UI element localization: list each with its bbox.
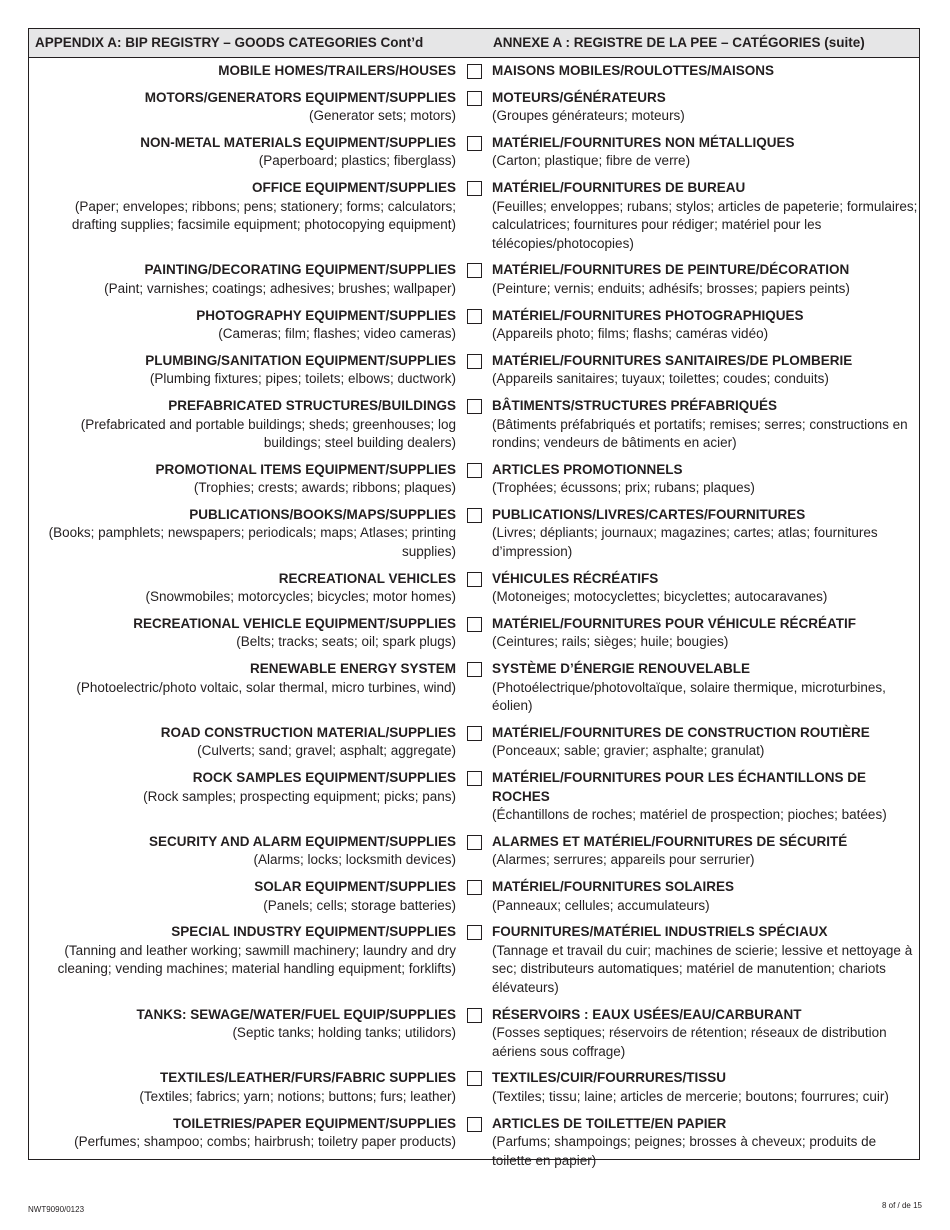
category-title-en: RECREATIONAL VEHICLE EQUIPMENT/SUPPLIES — [133, 615, 457, 631]
category-desc-en: (Snowmobiles; motorcycles; bicycles; motor homes) — [145, 589, 457, 605]
category-desc-en: (Rock samples; prospecting equipment; picks; pans) — [143, 788, 457, 804]
category-checkbox[interactable] — [467, 1008, 482, 1023]
category-checkbox[interactable] — [467, 771, 482, 786]
category-title-en: PAINTING/DECORATING EQUIPMENT/SUPPLIES — [144, 262, 457, 278]
category-desc-fr: (Motoneiges; motocyclettes; bicyclettes; autocaravanes) — [491, 589, 828, 605]
category-desc-en: (Trophies; crests; awards; ribbons; plaques) — [193, 480, 457, 496]
category-row — [29, 134, 919, 171]
category-row — [29, 62, 919, 81]
category-english — [29, 923, 456, 979]
category-english — [29, 352, 456, 389]
category-desc-fr: (Ponceaux; sable; gravier; asphalte; granulat) — [491, 743, 765, 759]
category-title-fr: RÉSERVOIRS : EAUX USÉES/EAU/CARBURANT — [491, 1006, 802, 1022]
category-french — [492, 570, 919, 607]
category-title-en: PREFABRICATED STRUCTURES/BUILDINGS — [168, 397, 457, 413]
category-checkbox[interactable] — [467, 835, 482, 850]
category-desc-en: (Alarms; locks; locksmith devices) — [253, 852, 457, 868]
category-title-fr: PUBLICATIONS/LIVRES/CARTES/FOURNITURES — [491, 506, 806, 522]
category-row — [29, 878, 919, 915]
category-title-fr: MATÉRIEL/FOURNITURES SANITAIRES/DE PLOMBERIE — [491, 352, 853, 368]
category-row — [29, 89, 919, 126]
category-title-fr: ARTICLES PROMOTIONNELS — [491, 461, 683, 477]
category-checkbox[interactable] — [467, 1117, 482, 1132]
category-title-en: TANKS: SEWAGE/WATER/FUEL EQUIP/SUPPLIES — [136, 1006, 457, 1022]
checkbox-cell — [456, 89, 492, 106]
checkbox-cell — [456, 352, 492, 369]
category-checkbox[interactable] — [467, 399, 482, 414]
category-english — [29, 461, 456, 498]
category-desc-en: (Paint; varnishes; coatings; adhesives; brushes; wallpaper) — [104, 280, 457, 296]
category-french — [492, 724, 919, 761]
category-row — [29, 570, 919, 607]
category-title-fr: BÂTIMENTS/STRUCTURES PRÉFABRIQUÉS — [491, 397, 777, 413]
category-english — [29, 261, 456, 298]
category-title-en: RENEWABLE ENERGY SYSTEM — [250, 661, 457, 677]
category-row — [29, 461, 919, 498]
checkbox-cell — [456, 878, 492, 895]
checkbox-cell — [456, 461, 492, 478]
category-english — [29, 307, 456, 344]
checkbox-cell — [456, 134, 492, 151]
checkbox-cell — [456, 397, 492, 414]
category-row — [29, 833, 919, 870]
category-french — [492, 1006, 919, 1062]
category-desc-fr: (Trophées; écussons; prix; rubans; plaques) — [491, 480, 755, 496]
category-english — [29, 134, 456, 171]
category-french — [492, 506, 919, 562]
checkbox-cell — [456, 769, 492, 786]
category-desc-en: (Belts; tracks; seats; oil; spark plugs) — [236, 634, 457, 650]
category-title-fr: SYSTÈME D’ÉNERGIE RENOUVELABLE — [491, 661, 751, 677]
category-title-en: NON-METAL MATERIALS EQUIPMENT/SUPPLIES — [140, 134, 457, 150]
category-french — [492, 769, 919, 825]
category-desc-en: (Generator sets; motors) — [309, 108, 457, 124]
category-title-en: PUBLICATIONS/BOOKS/MAPS/SUPPLIES — [189, 506, 457, 522]
category-title-fr: MATÉRIEL/FOURNITURES NON MÉTALLIQUES — [491, 134, 795, 150]
category-title-en: MOTORS/GENERATORS EQUIPMENT/SUPPLIES — [144, 89, 457, 105]
category-title-fr: MATÉRIEL/FOURNITURES SOLAIRES — [491, 878, 734, 894]
category-desc-fr: (Alarmes; serrures; appareils pour serrurier) — [491, 852, 755, 868]
category-english — [29, 570, 456, 607]
category-row — [29, 179, 919, 253]
category-french — [492, 833, 919, 870]
checkbox-cell — [456, 307, 492, 324]
category-checkbox[interactable] — [467, 64, 482, 79]
category-desc-fr: (Ceintures; rails; sièges; huile; bougies) — [491, 634, 729, 650]
category-title-fr: MATÉRIEL/FOURNITURES PHOTOGRAPHIQUES — [491, 307, 804, 323]
category-french — [492, 134, 919, 171]
checkbox-cell — [456, 724, 492, 741]
checkbox-cell — [456, 833, 492, 850]
checkbox-cell — [456, 261, 492, 278]
category-title-en: SECURITY AND ALARM EQUIPMENT/SUPPLIES — [149, 833, 457, 849]
checkbox-cell — [456, 1006, 492, 1023]
category-title-en: TEXTILES/LEATHER/FURS/FABRIC SUPPLIES — [160, 1070, 457, 1086]
category-checkbox[interactable] — [467, 181, 482, 196]
form-code: NWT9090/0123 — [28, 1205, 85, 1214]
category-checkbox[interactable] — [467, 662, 482, 677]
category-french — [492, 660, 919, 716]
category-checkbox[interactable] — [467, 508, 482, 523]
category-english — [29, 506, 456, 562]
checkbox-cell — [456, 62, 492, 79]
category-english — [29, 833, 456, 870]
category-english — [29, 769, 456, 806]
category-desc-en: (Plumbing fixtures; pipes; toilets; elbows; ductwork) — [149, 371, 457, 387]
category-english — [29, 615, 456, 652]
category-title-fr: ALARMES ET MATÉRIEL/FOURNITURES DE SÉCURITÉ — [491, 833, 848, 849]
category-desc-fr: (Bâtiments préfabriqués et portatifs; remises; serres; constructions en rondins; vendeurs de bâtiments en acier) — [491, 416, 908, 451]
category-desc-fr: (Parfums; shampoings; peignes; brosses à cheveux; produits de toilette en papier) — [491, 1134, 877, 1168]
category-checkbox[interactable] — [467, 572, 482, 587]
category-desc-fr: (Photoélectrique/photovoltaïque, solaire thermique, microturbines, éolien) — [491, 679, 886, 714]
category-french — [492, 62, 919, 81]
category-title-fr: ARTICLES DE TOILETTE/EN PAPIER — [491, 1115, 727, 1131]
category-checkbox[interactable] — [467, 617, 482, 632]
category-row — [29, 724, 919, 761]
category-desc-fr: (Feuilles; enveloppes; rubans; stylos; articles de papeterie; formulaires; calculatrices; fournitures pour rédiger; matériel pour les télécopies/photocopies) — [491, 198, 918, 251]
checkbox-cell — [456, 506, 492, 523]
category-title-en: ROCK SAMPLES EQUIPMENT/SUPPLIES — [192, 770, 457, 785]
category-title-fr: MATÉRIEL/FOURNITURES POUR LES ÉCHANTILLONS DE ROCHES — [491, 770, 866, 804]
category-title-en: PLUMBING/SANITATION EQUIPMENT/SUPPLIES — [145, 352, 457, 368]
category-desc-en: (Panels; cells; storage batteries) — [263, 897, 457, 913]
category-french — [492, 179, 919, 253]
category-title-en: TOILETRIES/PAPER EQUIPMENT/SUPPLIES — [173, 1115, 457, 1131]
category-desc-en: (Prefabricated and portable buildings; sheds; greenhouses; log buildings; steel building dealers) — [80, 416, 457, 451]
category-checkbox[interactable] — [467, 354, 482, 369]
category-row — [29, 1115, 919, 1171]
category-french — [492, 352, 919, 389]
category-title-fr: TEXTILES/CUIR/FOURRURES/TISSU — [491, 1070, 726, 1086]
category-desc-fr: (Tannage et travail du cuir; machines de scierie; lessive et nettoyage à sec; distributeurs automatiques; matériel de manutention; chariots élévateurs) — [491, 942, 913, 995]
category-title-en: ROAD CONSTRUCTION MATERIAL/SUPPLIES — [160, 724, 457, 740]
category-title-en: SOLAR EQUIPMENT/SUPPLIES — [254, 878, 457, 894]
category-desc-fr: (Échantillons de roches; matériel de prospection; pioches; batées) — [491, 807, 887, 823]
category-french — [492, 89, 919, 126]
category-title-fr: MATÉRIEL/FOURNITURES DE BUREAU — [491, 179, 746, 195]
category-checkbox[interactable] — [467, 726, 482, 741]
category-title-en: PROMOTIONAL ITEMS EQUIPMENT/SUPPLIES — [155, 461, 457, 477]
category-french — [492, 1069, 919, 1106]
category-french — [492, 923, 919, 997]
category-french — [492, 307, 919, 344]
category-checkbox[interactable] — [467, 91, 482, 106]
category-row — [29, 397, 919, 453]
category-list — [29, 58, 919, 1170]
category-desc-en: (Perfumes; shampoo; combs; hairbrush; toiletry paper products) — [74, 1134, 457, 1150]
category-checkbox[interactable] — [467, 263, 482, 278]
checkbox-cell — [456, 615, 492, 632]
checkbox-cell — [456, 179, 492, 196]
category-french — [492, 261, 919, 298]
category-desc-fr: (Panneaux; cellules; accumulateurs) — [491, 897, 710, 913]
checkbox-cell — [456, 923, 492, 940]
category-desc-fr: (Fosses septiques; réservoirs de rétention; réseaux de distribution aériens sous coffrage) — [491, 1025, 887, 1059]
checkbox-cell — [456, 1069, 492, 1086]
category-desc-fr: (Textiles; tissu; laine; articles de mercerie; boutons; fourrures; cuir) — [491, 1088, 889, 1104]
category-english — [29, 1006, 456, 1043]
category-desc-en: (Tanning and leather working; sawmill machinery; laundry and dry cleaning; vending machines; material handling equipment; forklifts) — [57, 942, 457, 977]
category-checkbox[interactable] — [467, 136, 482, 151]
checkbox-cell — [456, 660, 492, 677]
category-title-fr: FOURNITURES/MATÉRIEL INDUSTRIELS SPÉCIAUX — [491, 924, 828, 940]
category-desc-en: (Cameras; film; flashes; video cameras) — [218, 326, 457, 342]
table-header — [29, 29, 919, 58]
category-title-en: SPECIAL INDUSTRY EQUIPMENT/SUPPLIES — [171, 924, 457, 940]
category-row — [29, 506, 919, 562]
page-number: 8 of / de 15 — [881, 1201, 922, 1210]
category-english — [29, 397, 456, 453]
category-row — [29, 615, 919, 652]
category-checkbox[interactable] — [467, 1071, 482, 1086]
category-row — [29, 1069, 919, 1106]
category-checkbox[interactable] — [467, 880, 482, 895]
category-french — [492, 1115, 919, 1171]
category-title-en: RECREATIONAL VEHICLES — [278, 570, 457, 586]
checkbox-cell — [456, 1115, 492, 1132]
category-title-fr: MATÉRIEL/FOURNITURES POUR VÉHICULE RÉCRÉATIF — [491, 615, 856, 631]
category-row — [29, 261, 919, 298]
category-english — [29, 878, 456, 915]
category-desc-fr: (Appareils photo; films; flashs; caméras vidéo) — [491, 326, 769, 342]
category-checkbox[interactable] — [467, 463, 482, 478]
category-title-fr: MATÉRIEL/FOURNITURES DE CONSTRUCTION ROUTIÈRE — [491, 724, 870, 740]
category-english — [29, 89, 456, 126]
category-desc-fr: (Livres; dépliants; journaux; magazines; cartes; atlas; fournitures d’impression) — [491, 525, 878, 560]
category-desc-fr: (Carton; plastique; fibre de verre) — [491, 153, 691, 169]
category-title-fr: MAISONS MOBILES/ROULOTTES/MAISONS — [491, 63, 774, 78]
category-english — [29, 724, 456, 761]
category-desc-fr: (Peinture; vernis; enduits; adhésifs; brosses; papiers peints) — [491, 280, 850, 296]
category-english — [29, 1069, 456, 1106]
category-title-fr: VÉHICULES RÉCRÉATIFS — [491, 570, 659, 586]
category-row — [29, 923, 919, 997]
category-french — [492, 615, 919, 652]
category-english — [29, 660, 456, 697]
category-english — [29, 62, 456, 81]
category-title-fr: MATÉRIEL/FOURNITURES DE PEINTURE/DÉCORATION — [491, 262, 850, 278]
header-english: APPENDIX A: BIP REGISTRY – GOODS CATEGORIES Cont’d — [35, 35, 424, 50]
category-desc-en: (Books; pamphlets; newspapers; periodicals; maps; Atlases; printing supplies) — [48, 525, 457, 560]
checkbox-cell — [456, 570, 492, 587]
category-desc-fr: (Groupes générateurs; moteurs) — [491, 108, 685, 124]
category-desc-en: (Textiles; fabrics; yarn; notions; buttons; furs; leather) — [139, 1088, 457, 1104]
category-desc-en: (Septic tanks; holding tanks; utilidors) — [232, 1025, 457, 1041]
category-desc-en: (Culverts; sand; gravel; asphalt; aggregate) — [197, 743, 457, 759]
category-french — [492, 878, 919, 915]
category-english — [29, 179, 456, 235]
category-row — [29, 307, 919, 344]
category-row — [29, 352, 919, 389]
category-french — [492, 461, 919, 498]
categories-table — [28, 28, 920, 1168]
category-desc-en: (Photoelectric/photo voltaic, solar thermal, micro turbines, wind) — [76, 679, 457, 695]
category-row — [29, 1006, 919, 1062]
category-row — [29, 769, 919, 825]
category-title-en: OFFICE EQUIPMENT/SUPPLIES — [252, 179, 457, 195]
category-checkbox[interactable] — [467, 925, 482, 940]
category-desc-en: (Paperboard; plastics; fiberglass) — [258, 153, 457, 169]
category-desc-en: (Paper; envelopes; ribbons; pens; stationery; forms; calculators; drafting supplies; facsimile equipment; photocopying equipment) — [71, 198, 457, 233]
category-checkbox[interactable] — [467, 309, 482, 324]
category-row — [29, 660, 919, 716]
header-french: ANNEXE A : REGISTRE DE LA PEE – CATÉGORIES (suite) — [493, 35, 865, 50]
category-french — [492, 397, 919, 453]
category-title-en: MOBILE HOMES/TRAILERS/HOUSES — [218, 63, 457, 78]
category-title-fr: MOTEURS/GÉNÉRATEURS — [491, 89, 666, 105]
category-english — [29, 1115, 456, 1152]
category-title-en: PHOTOGRAPHY EQUIPMENT/SUPPLIES — [196, 307, 457, 323]
category-desc-fr: (Appareils sanitaires; tuyaux; toilettes; coudes; conduits) — [491, 371, 829, 387]
